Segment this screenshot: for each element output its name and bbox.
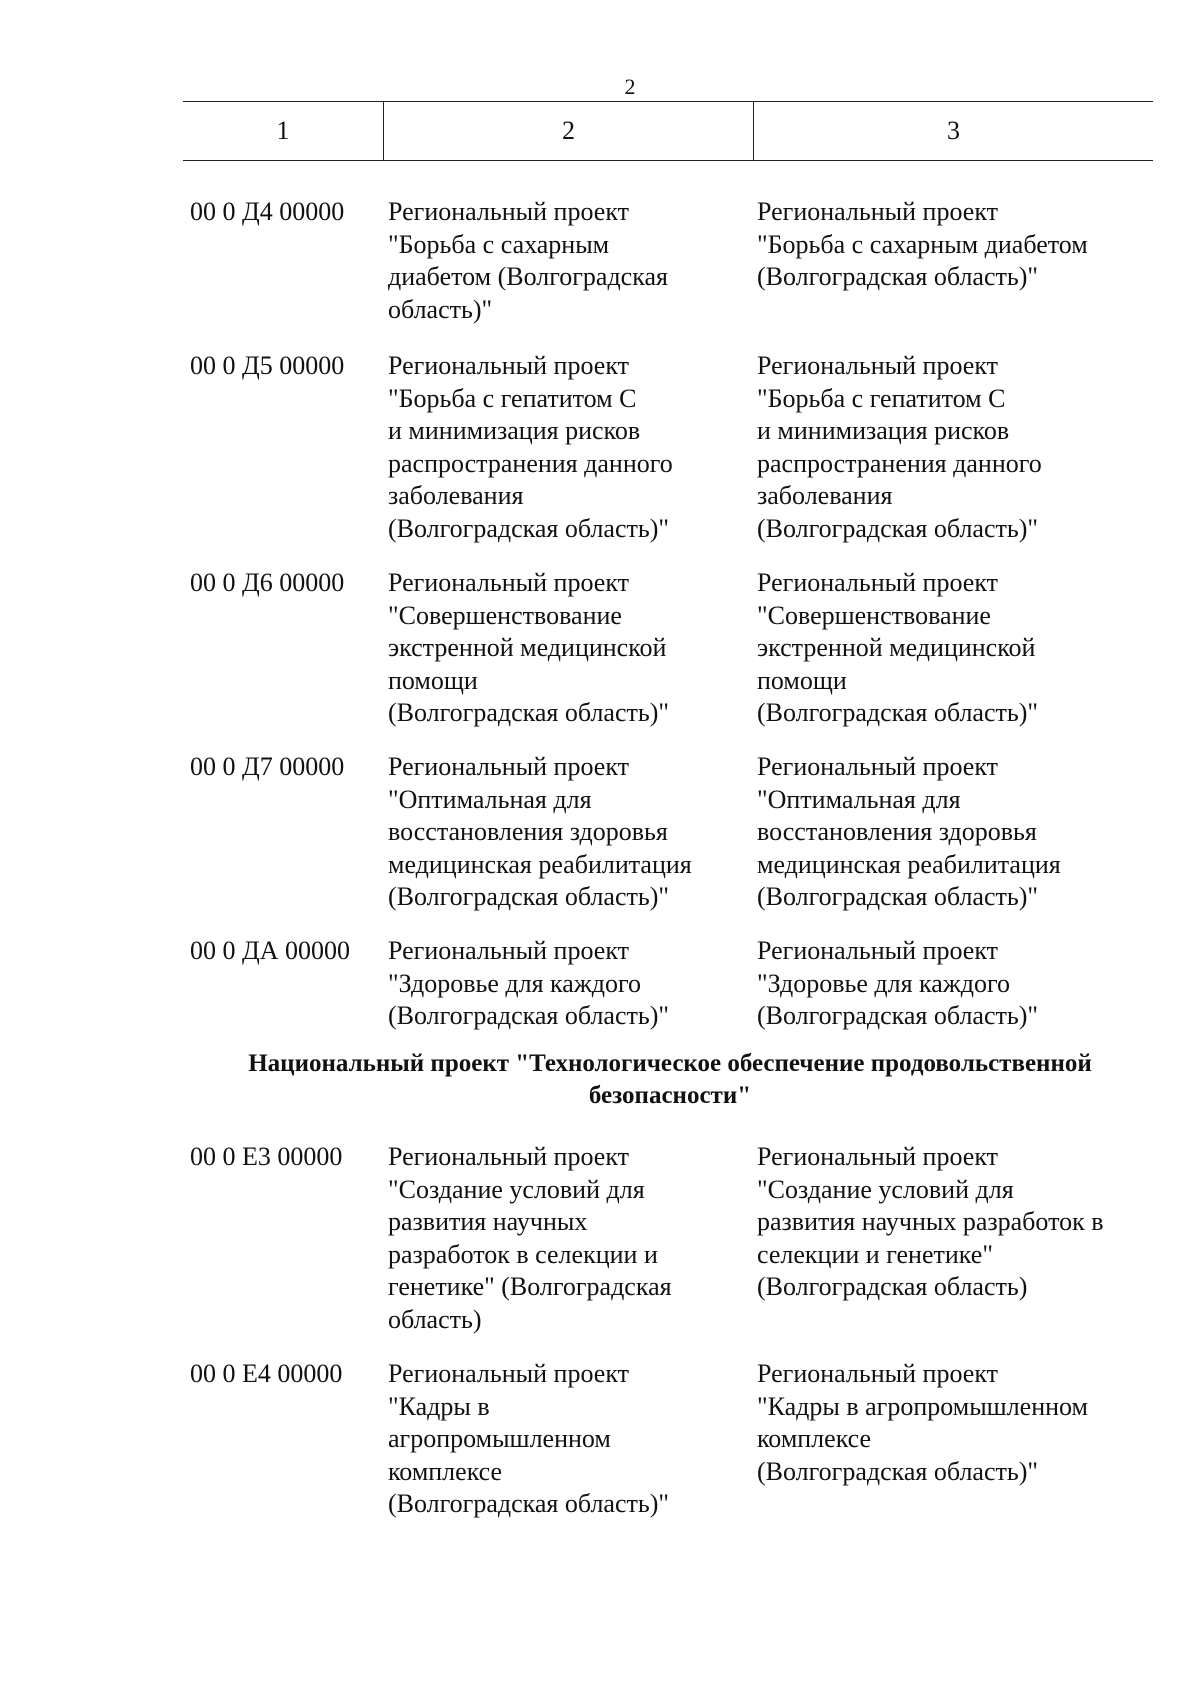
section-title: Национальный проект "Технологическое обеспечение продовольственной безопасности" [248, 1050, 1092, 1109]
row-name-col3: Региональный проект "Создание условий для развития научных разработок в селекции и генетике" (Волгоградская область) [757, 1142, 1104, 1301]
row-code: 00 0 Д5 00000 [190, 351, 345, 380]
header-col-1: 1 [183, 102, 384, 160]
row-name-col2: Региональный проект "Борьба с сахарным диабетом (Волгоградская область)" [388, 197, 668, 324]
row-name-col3: Региональный проект "Совершенствование экстренной медицинской помощи (Волгоградская область)" [757, 568, 1038, 727]
row-name-col2: Региональный проект "Борьба с гепатитом С и минимизация рисков распространения данного заболевания (Волгоградская область)" [388, 351, 673, 543]
row-code: 00 0 Е3 00000 [190, 1142, 343, 1171]
row-name-col3: Региональный проект "Кадры в агропромышленном комплексе (Волгоградская область)" [757, 1359, 1088, 1486]
row-code: 00 0 Е4 00000 [190, 1359, 343, 1388]
header-col-2: 2 [384, 102, 754, 160]
row-code: 00 0 Д6 00000 [190, 568, 345, 597]
row-name-col2: Региональный проект "Кадры в агропромышленном комплексе (Волгоградская область)" [388, 1359, 669, 1518]
row-code: 00 0 Д4 00000 [190, 197, 345, 226]
table-header [183, 101, 1153, 161]
row-code: 00 0 ДА 00000 [190, 936, 351, 965]
row-name-col3: Региональный проект "Борьба с гепатитом С и минимизация рисков распространения данного заболевания (Волгоградская область)" [757, 351, 1042, 543]
row-name-col2: Региональный проект "Оптимальная для восстановления здоровья медицинская реабилитация (Волгоградская область)" [388, 752, 692, 911]
row-name-col2: Региональный проект "Совершенствование экстренной медицинской помощи (Волгоградская область)" [388, 568, 669, 727]
header-col-3: 3 [947, 116, 960, 145]
row-name-col3: Региональный проект "Здоровье для каждого (Волгоградская область)" [757, 936, 1038, 1030]
row-name-col3: Региональный проект "Оптимальная для восстановления здоровья медицинская реабилитация (Волгоградская область)" [757, 752, 1061, 911]
row-name-col2: Региональный проект "Создание условий для развития научных разработок в селекции и генетике" (Волгоградская область) [388, 1142, 672, 1334]
row-name-col3: Региональный проект "Борьба с сахарным диабетом (Волгоградская область)" [757, 197, 1088, 291]
row-code: 00 0 Д7 00000 [190, 752, 345, 781]
page-number: 2 [624, 74, 636, 99]
row-name-col2: Региональный проект "Здоровье для каждого (Волгоградская область)" [388, 936, 669, 1030]
